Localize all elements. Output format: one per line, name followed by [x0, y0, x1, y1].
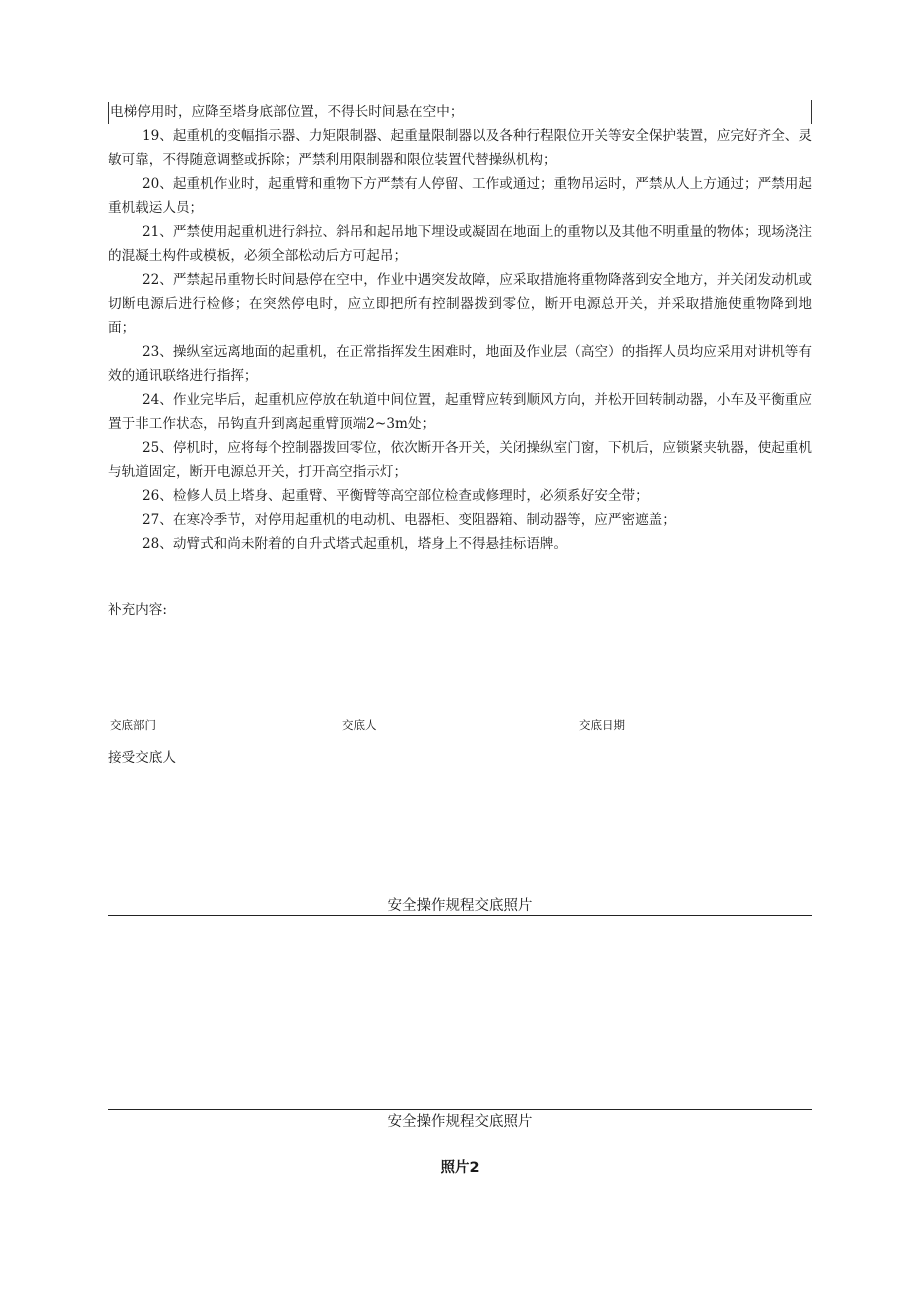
person-label: 交底人: [342, 718, 377, 732]
clause-27: 27、在寒冷季节，对停用起重机的电动机、电器柜、变阻器箱、制动器等，应严密遮盖；: [142, 512, 676, 528]
clause-25: 25、停机时，应将每个控制器拨回零位，依次断开各开关，关闭操纵室门窗，下机后，应锁紧夹轨器，使起重机与轨道固定，断开电源总开关，打开高空指示灯；: [108, 440, 812, 480]
continued-clause-line: 电梯停用时，应降至塔身底部位置，不得长时间悬在空中；: [108, 100, 812, 124]
clause-24: 24、作业完毕后，起重机应停放在轨道中间位置，起重臂应转到顺风方向，并松开回转制动器，小车及平衡重应置于非工作状态，吊钩直升到离起重臂顶端2~3m处；: [108, 392, 812, 432]
supplement-label: 补充内容:: [108, 602, 167, 618]
clause-22: 22、严禁起吊重物长时间悬停在空中，作业中遇突发故障，应采取措施将重物降落到安全地方，并关闭发动机或切断电源后进行检修；在突然停电时，应立即把所有控制器拨到零位，断开电源总开关，并采取措施使重物降到地面；: [108, 272, 812, 336]
divider-line-2: [108, 1109, 812, 1110]
photo-caption: 照片2: [440, 1160, 480, 1176]
clause-20: 20、起重机作业时，起重臂和重物下方严禁有人停留、工作或通过；重物吊运时，严禁从人上方通过；严禁用起重机载运人员；: [108, 176, 812, 216]
safety-rules-text: [108, 100, 812, 556]
clause-28: 28、动臂式和尚未附着的自升式塔式起重机，塔身上不得悬挂标语牌。: [142, 536, 568, 552]
photo-section-title-2: 安全操作规程交底照片: [387, 1114, 533, 1130]
clause-23: 23、操纵室远离地面的起重机，在正常指挥发生困难时，地面及作业层（高空）的指挥人员均应采用对讲机等有效的通讯联络进行指挥；: [108, 344, 812, 384]
clause-19: 19、起重机的变幅指示器、力矩限制器、起重量限制器以及各种行程限位开关等安全保护装置，应完好齐全、灵敏可靠，不得随意调整或拆除；严禁利用限制器和限位装置代替操纵机构；: [108, 128, 812, 168]
clause-21: 21、严禁使用起重机进行斜拉、斜吊和起吊地下埋设或凝固在地面上的重物以及其他不明重量的物体；现场浇注的混凝土构件或模板，必须全部松动后方可起吊；: [108, 224, 812, 264]
photo-section-title-1: 安全操作规程交底照片: [387, 898, 533, 914]
date-label: 交底日期: [579, 718, 625, 732]
divider-line-1: [108, 915, 812, 916]
department-label: 交底部门: [110, 718, 156, 732]
clause-26: 26、检修人员上塔身、起重臂、平衡臂等高空部位检查或修理时，必须系好安全带；: [142, 488, 649, 504]
receiver-label: 接受交底人: [108, 750, 176, 766]
